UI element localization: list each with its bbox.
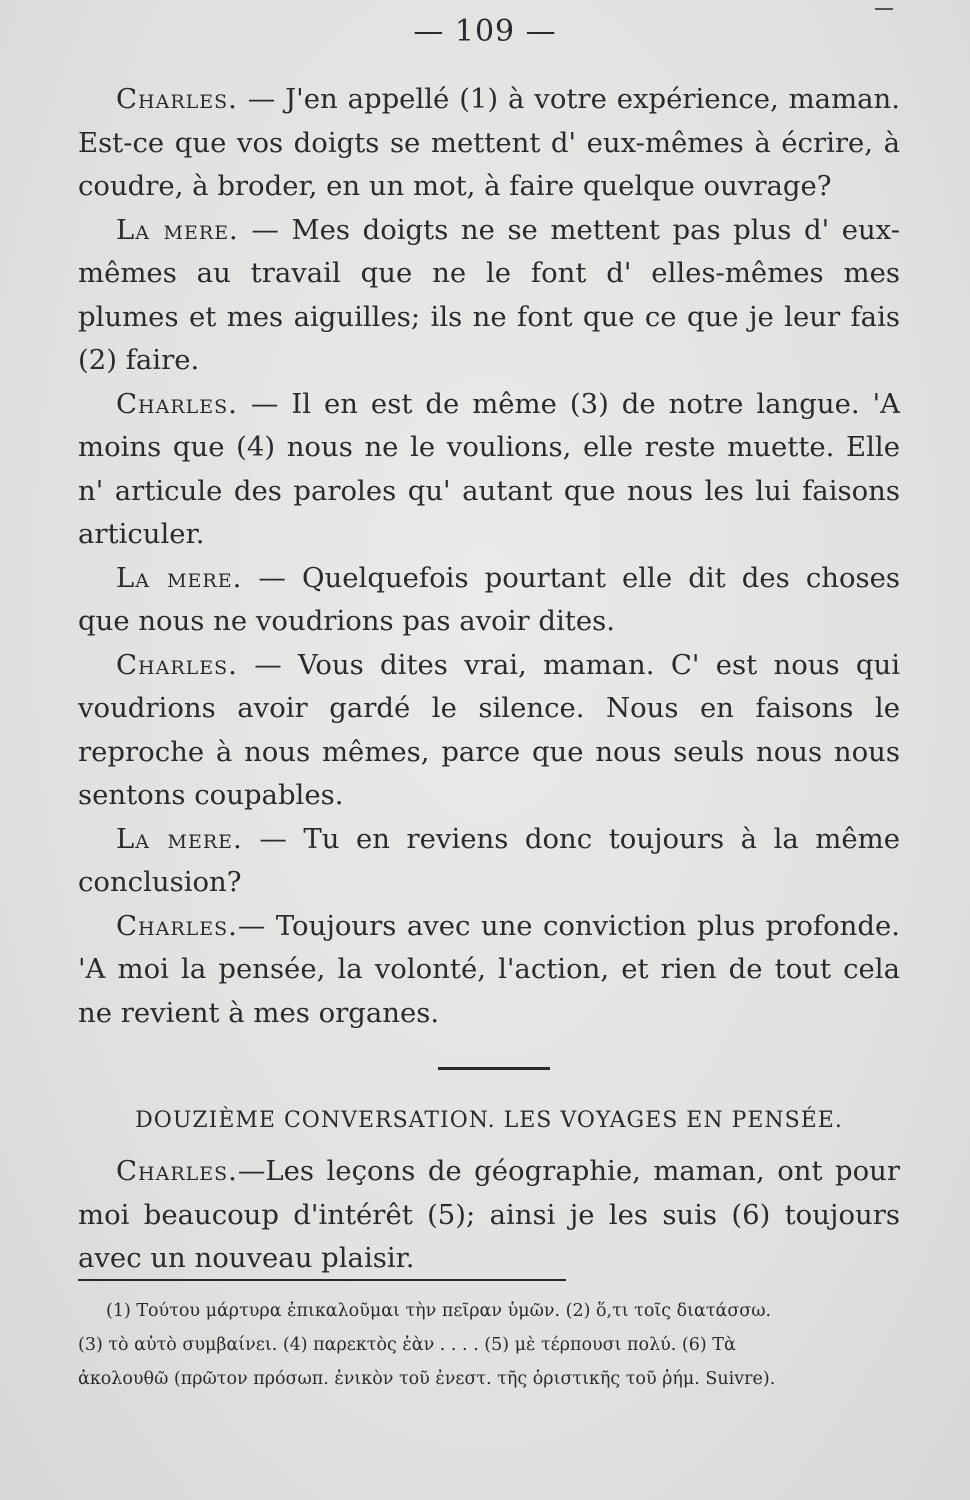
dialogue-paragraph bbox=[78, 644, 900, 818]
footnote-line: ἀκολουθῶ (πρῶτον πρόσωπ. ἐνικὸν τοῦ ἐνεστ. τῆς ὁριστικῆς τοῦ ῥήμ. Suivre). bbox=[78, 1369, 776, 1389]
dialogue-paragraph bbox=[78, 818, 900, 905]
dash-separator: — bbox=[237, 909, 276, 942]
section-divider bbox=[438, 1067, 550, 1070]
footnotes bbox=[78, 1294, 908, 1396]
footnote-line: (1) Τούτου μάρτυρα ἐπικαλοῦμαι τὴν πεῖραν ὑμῶν. (2) ὅ,τι τοῖς διατάσσω. bbox=[106, 1301, 772, 1321]
dialogue-text: Quelquefois pourtant elle dit des choses que nous ne voudrions pas avoir dites. bbox=[78, 561, 901, 637]
footnote-line: (3) τὸ αὐτὸ συμβαίνει. (4) παρεκτὸς ἐὰν . . . . (5) μὲ τέρπουσι πολύ. (6) Τὰ bbox=[78, 1335, 736, 1355]
dialogue-block bbox=[78, 78, 900, 1035]
dialogue-text: Les leçons de géographie, maman, ont pour moi beaucoup d'intérêt (5); ainsi je les suis (6) toujours avec un nouveau plaisir. bbox=[78, 1155, 900, 1274]
dash-separator: — bbox=[237, 648, 299, 681]
dialogue-paragraph bbox=[78, 557, 900, 644]
page-edge-mark bbox=[875, 8, 893, 10]
dialogue-paragraph bbox=[78, 1150, 900, 1281]
dash-separator: — bbox=[237, 1155, 266, 1187]
dialogue-paragraph bbox=[78, 383, 900, 557]
speaker-name: Charles. bbox=[116, 1155, 238, 1187]
dialogue-text: Mes doigts ne se mettent pas plus d' eux-mêmes au travail que ne le font d' elles-mêmes mes plumes et mes aiguilles; ils ne font que ce que je leur fais (2) faire. bbox=[78, 213, 901, 376]
dialogue-paragraph bbox=[78, 209, 900, 383]
speaker-name: Charles. bbox=[116, 648, 238, 681]
section-block bbox=[78, 1150, 900, 1281]
speaker-name: La mere. bbox=[116, 561, 243, 594]
dialogue-paragraph bbox=[78, 78, 900, 209]
dash-separator: — bbox=[238, 213, 292, 246]
dialogue-text: Toujours avec une conviction plus profonde. 'A moi la pensée, la volonté, l'action, et rien de tout cela ne revient à mes organes. bbox=[78, 909, 900, 1029]
dash-separator: — bbox=[242, 561, 303, 594]
speaker-name: Charles. bbox=[116, 387, 238, 420]
dialogue-paragraph bbox=[78, 905, 900, 1036]
footnote-rule bbox=[78, 1279, 566, 1281]
dash-separator: — bbox=[237, 83, 286, 115]
dialogue-text: Il en est de même (3) de notre langue. 'A moins que (4) nous ne le voulions, elle reste muette. Elle n' articule des paroles qu' autant que nous les lui faisons articuler. bbox=[78, 387, 900, 550]
speaker-name: Charles. bbox=[116, 83, 238, 115]
dialogue-text: Tu en reviens donc toujours à la même conclusion? bbox=[78, 822, 901, 898]
dash-separator: — bbox=[242, 822, 304, 855]
dialogue-text: Vous dites vrai, maman. C' est nous qui voudrions avoir gardé le silence. Nous en faisons le reproche à nous mêmes, parce que nous seuls nous nous sentons coupables. bbox=[78, 648, 900, 811]
page-number: — 109 — bbox=[413, 14, 557, 49]
section-heading: DOUZIÈME CONVERSATION. LES VOYAGES EN PENSÉE. bbox=[135, 1108, 843, 1133]
speaker-name: Charles. bbox=[116, 909, 238, 942]
dialogue-text: J'en appellé (1) à votre expérience, maman. Est-ce que vos doigts se mettent d' eux-mêmes à écrire, à coudre, à broder, en un mot, à faire quelque ouvrage? bbox=[78, 83, 901, 202]
speaker-name: La mere. bbox=[116, 213, 239, 246]
dash-separator: — bbox=[237, 387, 292, 420]
speaker-name: La mere. bbox=[116, 822, 243, 855]
